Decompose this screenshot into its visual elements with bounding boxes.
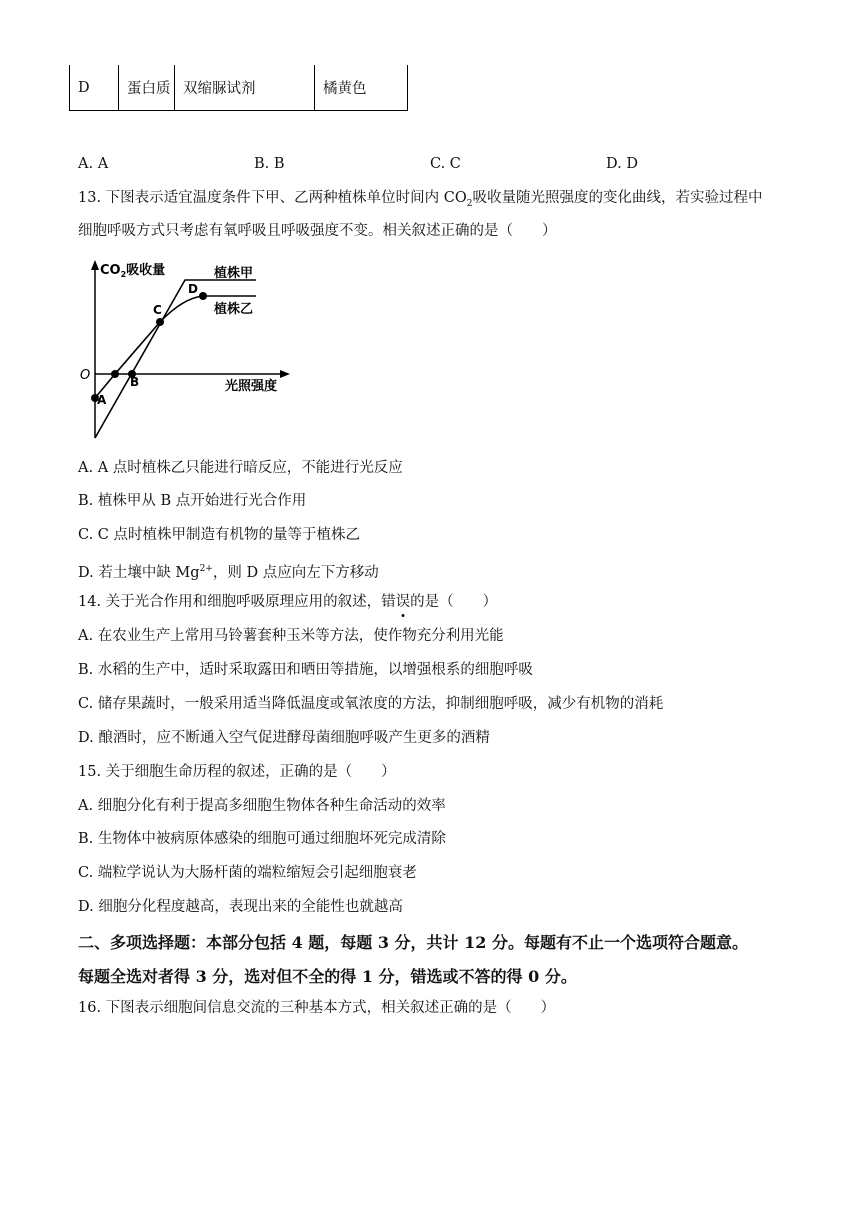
point-c [156,318,164,326]
q13-stem-line2: 细胞呼吸方式只考虑有氧呼吸且呼吸强度不变。相关叙述正确的是（ ） [78,223,557,239]
y-axis-label: $CO_2$吸收量 [100,263,166,279]
q15-option-b[interactable]: B. 生物体中被病原体感染的细胞可通过细胞坏死完成清除 [78,831,446,847]
q14-option-d[interactable]: D. 酿酒时，应不断通入空气促进酵母菌细胞呼吸产生更多的酒精 [78,730,490,746]
q13-option-a[interactable]: A. A 点时植株乙只能进行暗反应，不能进行光反应 [78,460,403,476]
table-cell: 橘黄色 [315,65,408,111]
q14-stem: 14. 关于光合作用和细胞呼吸原理应用的叙述，错误的是（ ） [78,594,498,610]
point-yi-compensation [111,370,119,378]
y-axis-arrow [91,260,99,270]
label-d: D [188,282,198,296]
q16-stem: 16. 下图表示细胞间信息交流的三种基本方式，相关叙述正确的是（ ） [78,1000,556,1016]
x-axis-arrow [280,370,290,378]
q14-option-b[interactable]: B. 水稻的生产中，适时采取露田和晒田等措施，以增强根系的细胞呼吸 [78,662,533,678]
origin-label: O [80,368,91,383]
q13-stem-line1: 13. 下图表示适宜温度条件下甲、乙两种植株单位时间内 $CO_2$吸收量随光照强度的变化曲线，若实验过程中 [78,190,763,209]
section2-heading-line2: 每题全选对者得 3 分，选对但不全的得 1 分，错选或不答的得 0 分。 [78,967,577,986]
q14-option-a[interactable]: A. 在农业生产上常用马铃薯套种玉米等方法，使作物充分利用光能 [78,628,504,644]
point-d [199,292,207,300]
q12-option-b[interactable]: B. B [254,156,285,172]
table-cell: 双缩脲试剂 [175,65,315,111]
table-cell: 蛋白质 [119,65,175,111]
legend-plant-yi: 植株乙 [214,302,254,317]
q14-option-c[interactable]: C. 储存果蔬时，一般采用适当降低温度或氧浓度的方法，抑制细胞呼吸，减少有机物的消耗 [78,696,664,712]
x-axis-label: 光照强度 [225,379,278,394]
q13-option-b[interactable]: B. 植株甲从 B 点开始进行光合作用 [78,493,307,509]
q15-option-d[interactable]: D. 细胞分化程度越高，表现出来的全能性也就越高 [78,899,403,915]
q13-option-d[interactable]: D. 若土壤中缺 $Mg^{2+}$，则 D 点应向左下方移动 [78,564,379,581]
label-a: A [97,393,107,407]
q13-option-c[interactable]: C. C 点时植株甲制造有机物的量等于植株乙 [78,527,360,543]
co2-uptake-chart [78,258,298,443]
q12-option-d[interactable]: D. D [606,156,638,172]
q12-option-a[interactable]: A. A [78,156,109,172]
q15-option-c[interactable]: C. 端粒学说认为大肠杆菌的端粒缩短会引起细胞衰老 [78,865,417,881]
q15-option-a[interactable]: A. 细胞分化有利于提高多细胞生物体各种生命活动的效率 [78,798,446,814]
q15-stem: 15. 关于细胞生命历程的叙述，正确的是（ ） [78,764,396,780]
section2-heading-line1: 二、多项选择题：本部分包括 4 题，每题 3 分，共计 12 分。每题有不止一个选项符合题意。 [78,933,748,952]
label-c: C [153,303,162,317]
label-b: B [130,375,140,389]
q12-option-c[interactable]: C. C [430,156,461,172]
reagent-table [69,65,408,111]
emphasis-dot-char: 误 [395,594,411,610]
table-row [70,65,408,111]
legend-plant-jia: 植株甲 [214,266,254,281]
table-cell: D [70,65,119,111]
